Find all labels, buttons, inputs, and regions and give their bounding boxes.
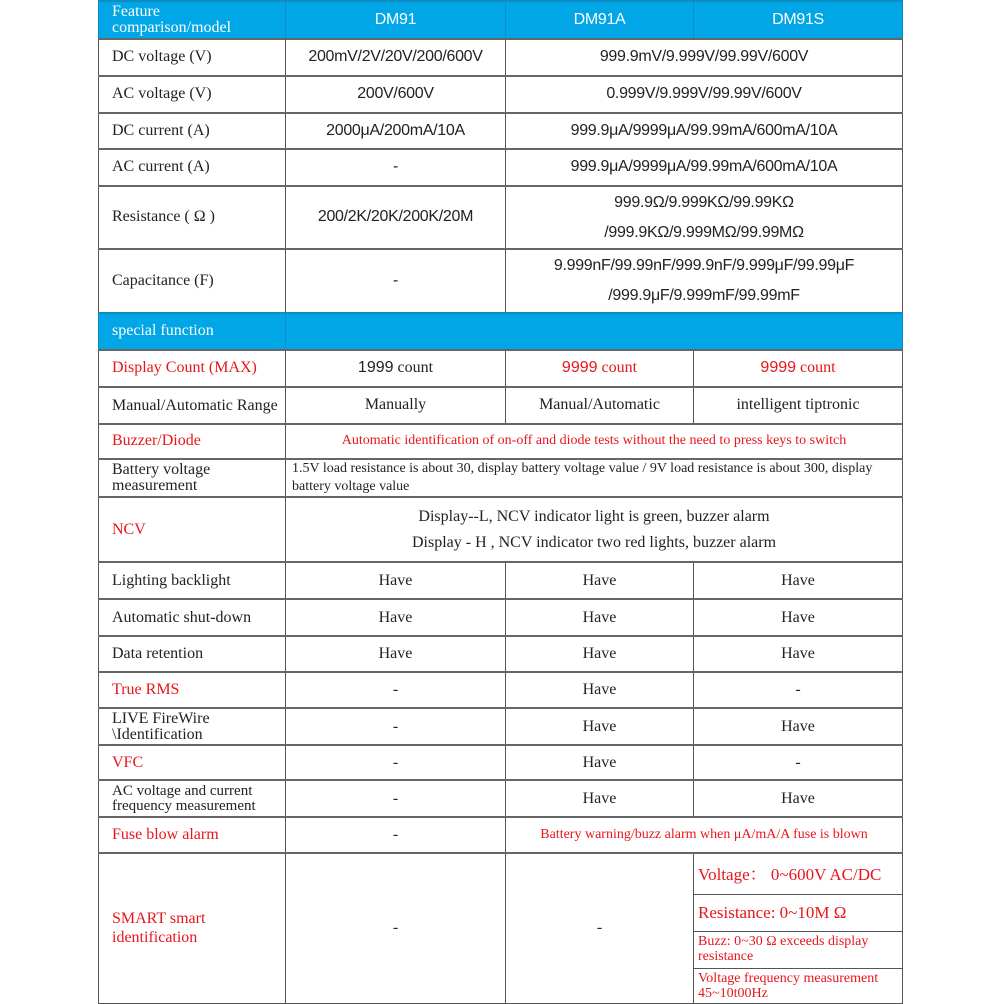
dm91-count [286,350,506,387]
feature-dm91a: Have [506,708,694,745]
smart-row [99,853,903,1003]
feature-row [99,708,903,745]
spec-dm91: 200/2K/20K/200K/20M [286,186,506,249]
feature-dm91: - [286,780,506,817]
dm91s-count [694,350,903,387]
feature-row [99,599,903,636]
range-dm91: Manually [286,387,506,424]
special-function-label: special function [99,313,286,350]
row-label: Buzzer/Diode [99,424,286,459]
spec-line: /999.9μF/9.999mF/99.99mF [608,287,800,304]
spec-line: 9.999nF/99.99nF/999.9nF/9.999μF/99.99μF [553,257,855,275]
row-label: SMART smart identification [99,853,286,1003]
feature-dm91a: Have [506,745,694,780]
spec-dm91: 2000μA/200mA/10A [286,113,506,149]
smart-voltage: Voltage： 0~600V AC/DC [698,864,882,884]
spec-label: AC voltage (V) [99,76,286,113]
smart-dm91a: - [506,853,694,1003]
row-label: AC voltage and current frequency measurement [99,780,286,817]
display-count-row [99,350,903,387]
spec-row [99,149,903,186]
row-label: Battery voltage measurement [99,459,286,497]
feature-dm91: - [286,708,506,745]
row-label: Manual/Automatic Range [99,387,286,424]
spec-label: Resistance ( Ω ) [99,186,286,249]
feature-dm91a: Have [506,672,694,708]
spec-dm91a-dm91s: 999.9mV/9.999V/99.99V/600V [506,39,903,76]
feature-dm91s: Have [694,562,903,599]
feature-row [99,780,903,817]
ncv-row [99,497,903,562]
special-function-filler [286,313,903,350]
spec-label: DC current (A) [99,113,286,149]
feature-dm91a: Have [506,562,694,599]
fuse-dm91: - [286,817,506,853]
feature-dm91s: Have [694,636,903,672]
header-dm91s: DM91S [694,1,903,39]
row-label: LIVE FireWire \Identification [99,708,286,745]
row-label: Automatic shut-down [99,599,286,636]
feature-row [99,745,903,780]
range-row [99,387,903,424]
feature-dm91: - [286,672,506,708]
feature-dm91a: Have [506,780,694,817]
special-function-header [99,313,903,350]
feature-row [99,672,903,708]
fuse-dm91a-dm91s: Battery warning/buzz alarm when μA/mA/A fuse is blown [506,817,903,853]
feature-dm91s: - [694,672,903,708]
feature-dm91a: Have [506,599,694,636]
spec-label: AC current (A) [99,149,286,186]
row-label: Fuse blow alarm [99,817,286,853]
spec-line: /999.9KΩ/9.999MΩ/99.99MΩ [604,223,804,241]
spec-dm91: 200V/600V [286,76,506,113]
buzzer-row [99,424,903,459]
feature-comparison-table [98,0,903,1004]
feature-row [99,562,903,599]
feature-dm91: - [286,745,506,780]
spec-dm91a-dm91s [506,249,903,313]
spec-dm91: 200mV/2V/20V/200/600V [286,39,506,76]
count-unit: count [800,359,836,377]
row-label: NCV [99,497,286,562]
feature-dm91: Have [286,636,506,672]
count-unit: count [397,359,434,377]
feature-dm91s: Have [694,780,903,817]
smart-buzz: Buzz: 0~30 Ω exceeds display resistance [694,931,902,968]
range-dm91s: intelligent tiptronic [694,387,903,424]
feature-row [99,636,903,672]
header-dm91: DM91 [286,1,506,39]
spec-dm91: - [286,149,506,186]
spec-label: DC voltage (V) [99,39,286,76]
count-number: 9999 [561,359,598,377]
feature-dm91s: Have [694,708,903,745]
buzzer-value: Automatic identification of on-off and diode tests without the need to press keys to switch [286,424,903,459]
ncv-line: Display--L, NCV indicator light is green, buzzer alarm [418,508,770,526]
spec-row [99,186,903,249]
spec-dm91a-dm91s: 999.9μA/9999μA/99.99mA/600mA/10A [506,113,903,149]
spec-dm91a-dm91s: 0.999V/9.999V/99.99V/600V [506,76,903,113]
ncv-line: Display - H , NCV indicator two red lights, buzzer alarm [411,533,777,551]
feature-dm91s: - [694,745,903,780]
row-label: Display Count (MAX) [99,350,286,387]
smart-dm91: - [286,853,506,1003]
smart-dm91s [694,853,903,1003]
spec-dm91a-dm91s: 999.9μA/9999μA/99.99mA/600mA/10A [506,149,903,186]
spec-line: 999.9Ω/9.999KΩ/99.99KΩ [614,193,794,211]
header-dm91a: DM91A [506,1,694,39]
ncv-value [286,497,903,562]
range-dm91a: Manual/Automatic [506,387,694,424]
row-label: VFC [99,745,286,780]
header-row [99,1,903,39]
count-number: 1999 [357,359,394,377]
spec-dm91: - [286,249,506,313]
count-number: 9999 [760,359,797,377]
spec-label: Capacitance (F) [99,249,286,313]
row-label: Lighting backlight [99,562,286,599]
feature-dm91s: Have [694,599,903,636]
row-label: Data retention [99,636,286,672]
battery-value: 1.5V load resistance is about 30, display battery voltage value / 9V load resistance is about 300, display battery voltage value [286,459,903,497]
fuse-row [99,817,903,853]
dm91a-count [506,350,694,387]
smart-frequency: Voltage frequency measurement 45~10t00Hz [694,968,902,1003]
battery-row [99,459,903,497]
row-label: True RMS [99,672,286,708]
spec-row [99,249,903,313]
feature-dm91a: Have [506,636,694,672]
spec-row [99,113,903,149]
spec-row [99,39,903,76]
spec-row [99,76,903,113]
header-feature: Feature comparison/model [99,1,286,39]
smart-resistance: Resistance: 0~10M Ω [694,894,902,931]
count-unit: count [601,359,638,377]
feature-dm91: Have [286,562,506,599]
feature-dm91: Have [286,599,506,636]
spec-dm91a-dm91s [506,186,903,249]
